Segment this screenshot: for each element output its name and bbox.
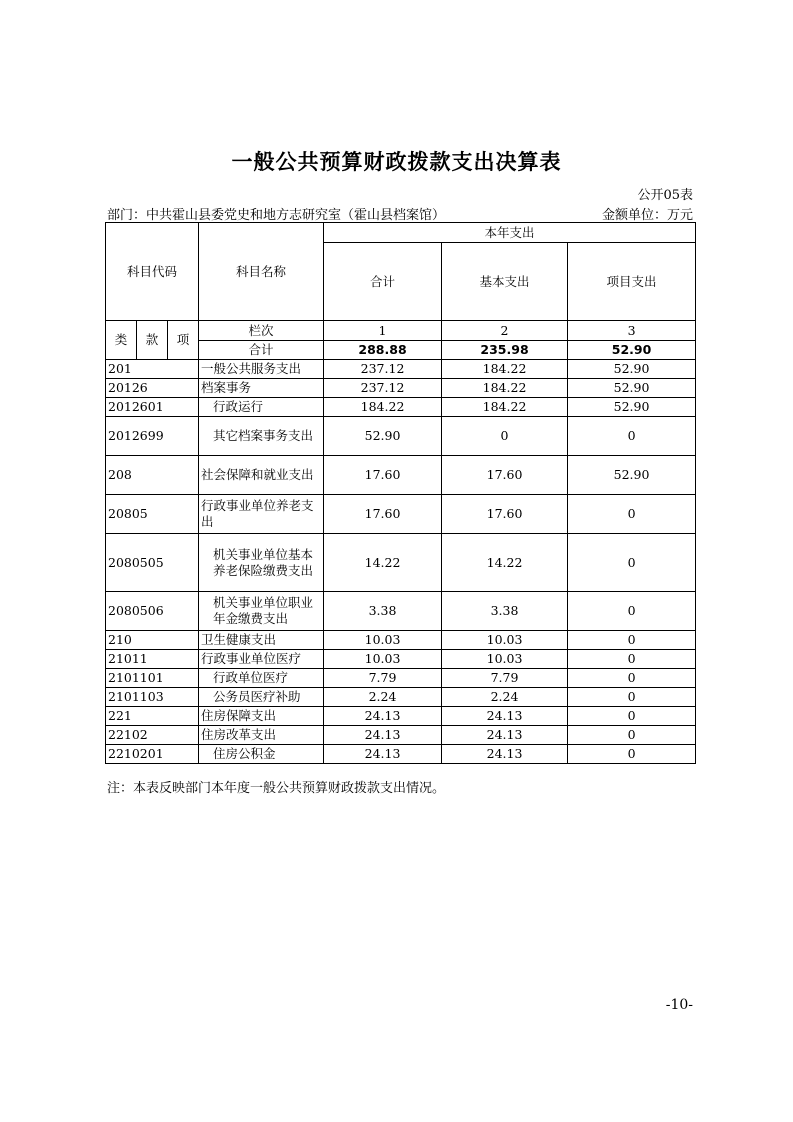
row-basic: 0 bbox=[442, 417, 568, 456]
row-name: 行政运行 bbox=[199, 398, 324, 417]
row-name: 行政事业单位养老支出 bbox=[199, 495, 324, 534]
row-project: 0 bbox=[568, 650, 696, 669]
row-project: 0 bbox=[568, 631, 696, 650]
amount-unit-label: 金额单位：万元 bbox=[601, 208, 693, 223]
row-name: 档案事务 bbox=[199, 379, 324, 398]
summary-basic: 235.98 bbox=[442, 341, 568, 360]
page-number: -10- bbox=[665, 997, 693, 1013]
row-total: 17.60 bbox=[324, 456, 442, 495]
row-basic: 184.22 bbox=[442, 360, 568, 379]
row-basic: 24.13 bbox=[442, 707, 568, 726]
row-basic: 184.22 bbox=[442, 379, 568, 398]
table-row bbox=[106, 726, 696, 745]
header-basic: 基本支出 bbox=[442, 243, 568, 321]
table-note: 注：本表反映部门本年度一般公共预算财政拨款支出情况。 bbox=[107, 781, 446, 796]
row-project: 0 bbox=[568, 726, 696, 745]
row-project: 52.90 bbox=[568, 398, 696, 417]
row-project: 0 bbox=[568, 534, 696, 592]
table-row bbox=[106, 456, 696, 495]
table-row bbox=[106, 417, 696, 456]
table-row bbox=[106, 650, 696, 669]
row-total: 3.38 bbox=[324, 592, 442, 631]
row-name: 其它档案事务支出 bbox=[199, 417, 324, 456]
row-code: 2101101 bbox=[106, 669, 199, 688]
header-total: 合计 bbox=[324, 243, 442, 321]
row-name: 公务员医疗补助 bbox=[199, 688, 324, 707]
row-name: 住房改革支出 bbox=[199, 726, 324, 745]
row-name: 卫生健康支出 bbox=[199, 631, 324, 650]
row-total: 52.90 bbox=[324, 417, 442, 456]
row-name: 机关事业单位基本养老保险缴费支出 bbox=[199, 534, 324, 592]
row-total: 14.22 bbox=[324, 534, 442, 592]
header-code: 科目代码 bbox=[106, 223, 199, 321]
row-total: 24.13 bbox=[324, 745, 442, 764]
table-row bbox=[106, 745, 696, 764]
header-col2: 2 bbox=[442, 321, 568, 341]
header-name: 科目名称 bbox=[199, 223, 324, 321]
row-name: 一般公共服务支出 bbox=[199, 360, 324, 379]
row-total: 10.03 bbox=[324, 631, 442, 650]
row-basic: 24.13 bbox=[442, 726, 568, 745]
header-xiang: 项 bbox=[168, 321, 199, 360]
summary-total: 288.88 bbox=[324, 341, 442, 360]
row-code: 201 bbox=[106, 360, 199, 379]
table-row bbox=[106, 688, 696, 707]
summary-project: 52.90 bbox=[568, 341, 696, 360]
row-code: 20126 bbox=[106, 379, 199, 398]
row-name: 社会保障和就业支出 bbox=[199, 456, 324, 495]
row-total: 10.03 bbox=[324, 650, 442, 669]
row-total: 237.12 bbox=[324, 360, 442, 379]
row-code: 20805 bbox=[106, 495, 199, 534]
row-code: 2012699 bbox=[106, 417, 199, 456]
table-row bbox=[106, 398, 696, 417]
row-total: 184.22 bbox=[324, 398, 442, 417]
table-row bbox=[106, 669, 696, 688]
row-total: 17.60 bbox=[324, 495, 442, 534]
row-basic: 24.13 bbox=[442, 745, 568, 764]
row-project: 52.90 bbox=[568, 379, 696, 398]
row-code: 2101103 bbox=[106, 688, 199, 707]
budget-table bbox=[105, 222, 696, 764]
header-project: 项目支出 bbox=[568, 243, 696, 321]
summary-label: 合计 bbox=[199, 341, 324, 360]
table-row bbox=[106, 379, 696, 398]
row-total: 2.24 bbox=[324, 688, 442, 707]
row-total: 24.13 bbox=[324, 726, 442, 745]
row-name: 行政单位医疗 bbox=[199, 669, 324, 688]
row-name: 机关事业单位职业年金缴费支出 bbox=[199, 592, 324, 631]
row-total: 7.79 bbox=[324, 669, 442, 688]
row-name: 住房保障支出 bbox=[199, 707, 324, 726]
row-project: 0 bbox=[568, 688, 696, 707]
header-lanci: 栏次 bbox=[199, 321, 324, 341]
row-basic: 10.03 bbox=[442, 631, 568, 650]
row-project: 0 bbox=[568, 417, 696, 456]
row-name: 行政事业单位医疗 bbox=[199, 650, 324, 669]
row-code: 22102 bbox=[106, 726, 199, 745]
table-row bbox=[106, 495, 696, 534]
row-project: 0 bbox=[568, 592, 696, 631]
header-col1: 1 bbox=[324, 321, 442, 341]
department-label: 部门：中共霍山县委党史和地方志研究室（霍山县档案馆） bbox=[107, 208, 446, 223]
row-project: 0 bbox=[568, 745, 696, 764]
row-project: 52.90 bbox=[568, 456, 696, 495]
row-code: 221 bbox=[106, 707, 199, 726]
table-row bbox=[106, 592, 696, 631]
header-col3: 3 bbox=[568, 321, 696, 341]
table-row bbox=[106, 534, 696, 592]
row-basic: 10.03 bbox=[442, 650, 568, 669]
row-project: 0 bbox=[568, 707, 696, 726]
row-basic: 7.79 bbox=[442, 669, 568, 688]
row-code: 208 bbox=[106, 456, 199, 495]
header-kuan: 款 bbox=[137, 321, 168, 360]
row-code: 2080506 bbox=[106, 592, 199, 631]
row-basic: 17.60 bbox=[442, 456, 568, 495]
table-row bbox=[106, 360, 696, 379]
row-basic: 17.60 bbox=[442, 495, 568, 534]
row-project: 0 bbox=[568, 495, 696, 534]
page-title: 一般公共预算财政拨款支出决算表 bbox=[231, 149, 562, 174]
header-lei: 类 bbox=[106, 321, 137, 360]
row-project: 0 bbox=[568, 669, 696, 688]
row-basic: 14.22 bbox=[442, 534, 568, 592]
row-code: 21011 bbox=[106, 650, 199, 669]
row-total: 24.13 bbox=[324, 707, 442, 726]
row-basic: 2.24 bbox=[442, 688, 568, 707]
row-name: 住房公积金 bbox=[199, 745, 324, 764]
table-row bbox=[106, 631, 696, 650]
row-code: 2080505 bbox=[106, 534, 199, 592]
table-row bbox=[106, 707, 696, 726]
form-number: 公开05表 bbox=[637, 188, 693, 203]
row-project: 52.90 bbox=[568, 360, 696, 379]
row-basic: 3.38 bbox=[442, 592, 568, 631]
row-code: 2210201 bbox=[106, 745, 199, 764]
header-year-total: 本年支出 bbox=[324, 223, 696, 243]
row-total: 237.12 bbox=[324, 379, 442, 398]
row-code: 210 bbox=[106, 631, 199, 650]
row-basic: 184.22 bbox=[442, 398, 568, 417]
row-code: 2012601 bbox=[106, 398, 199, 417]
